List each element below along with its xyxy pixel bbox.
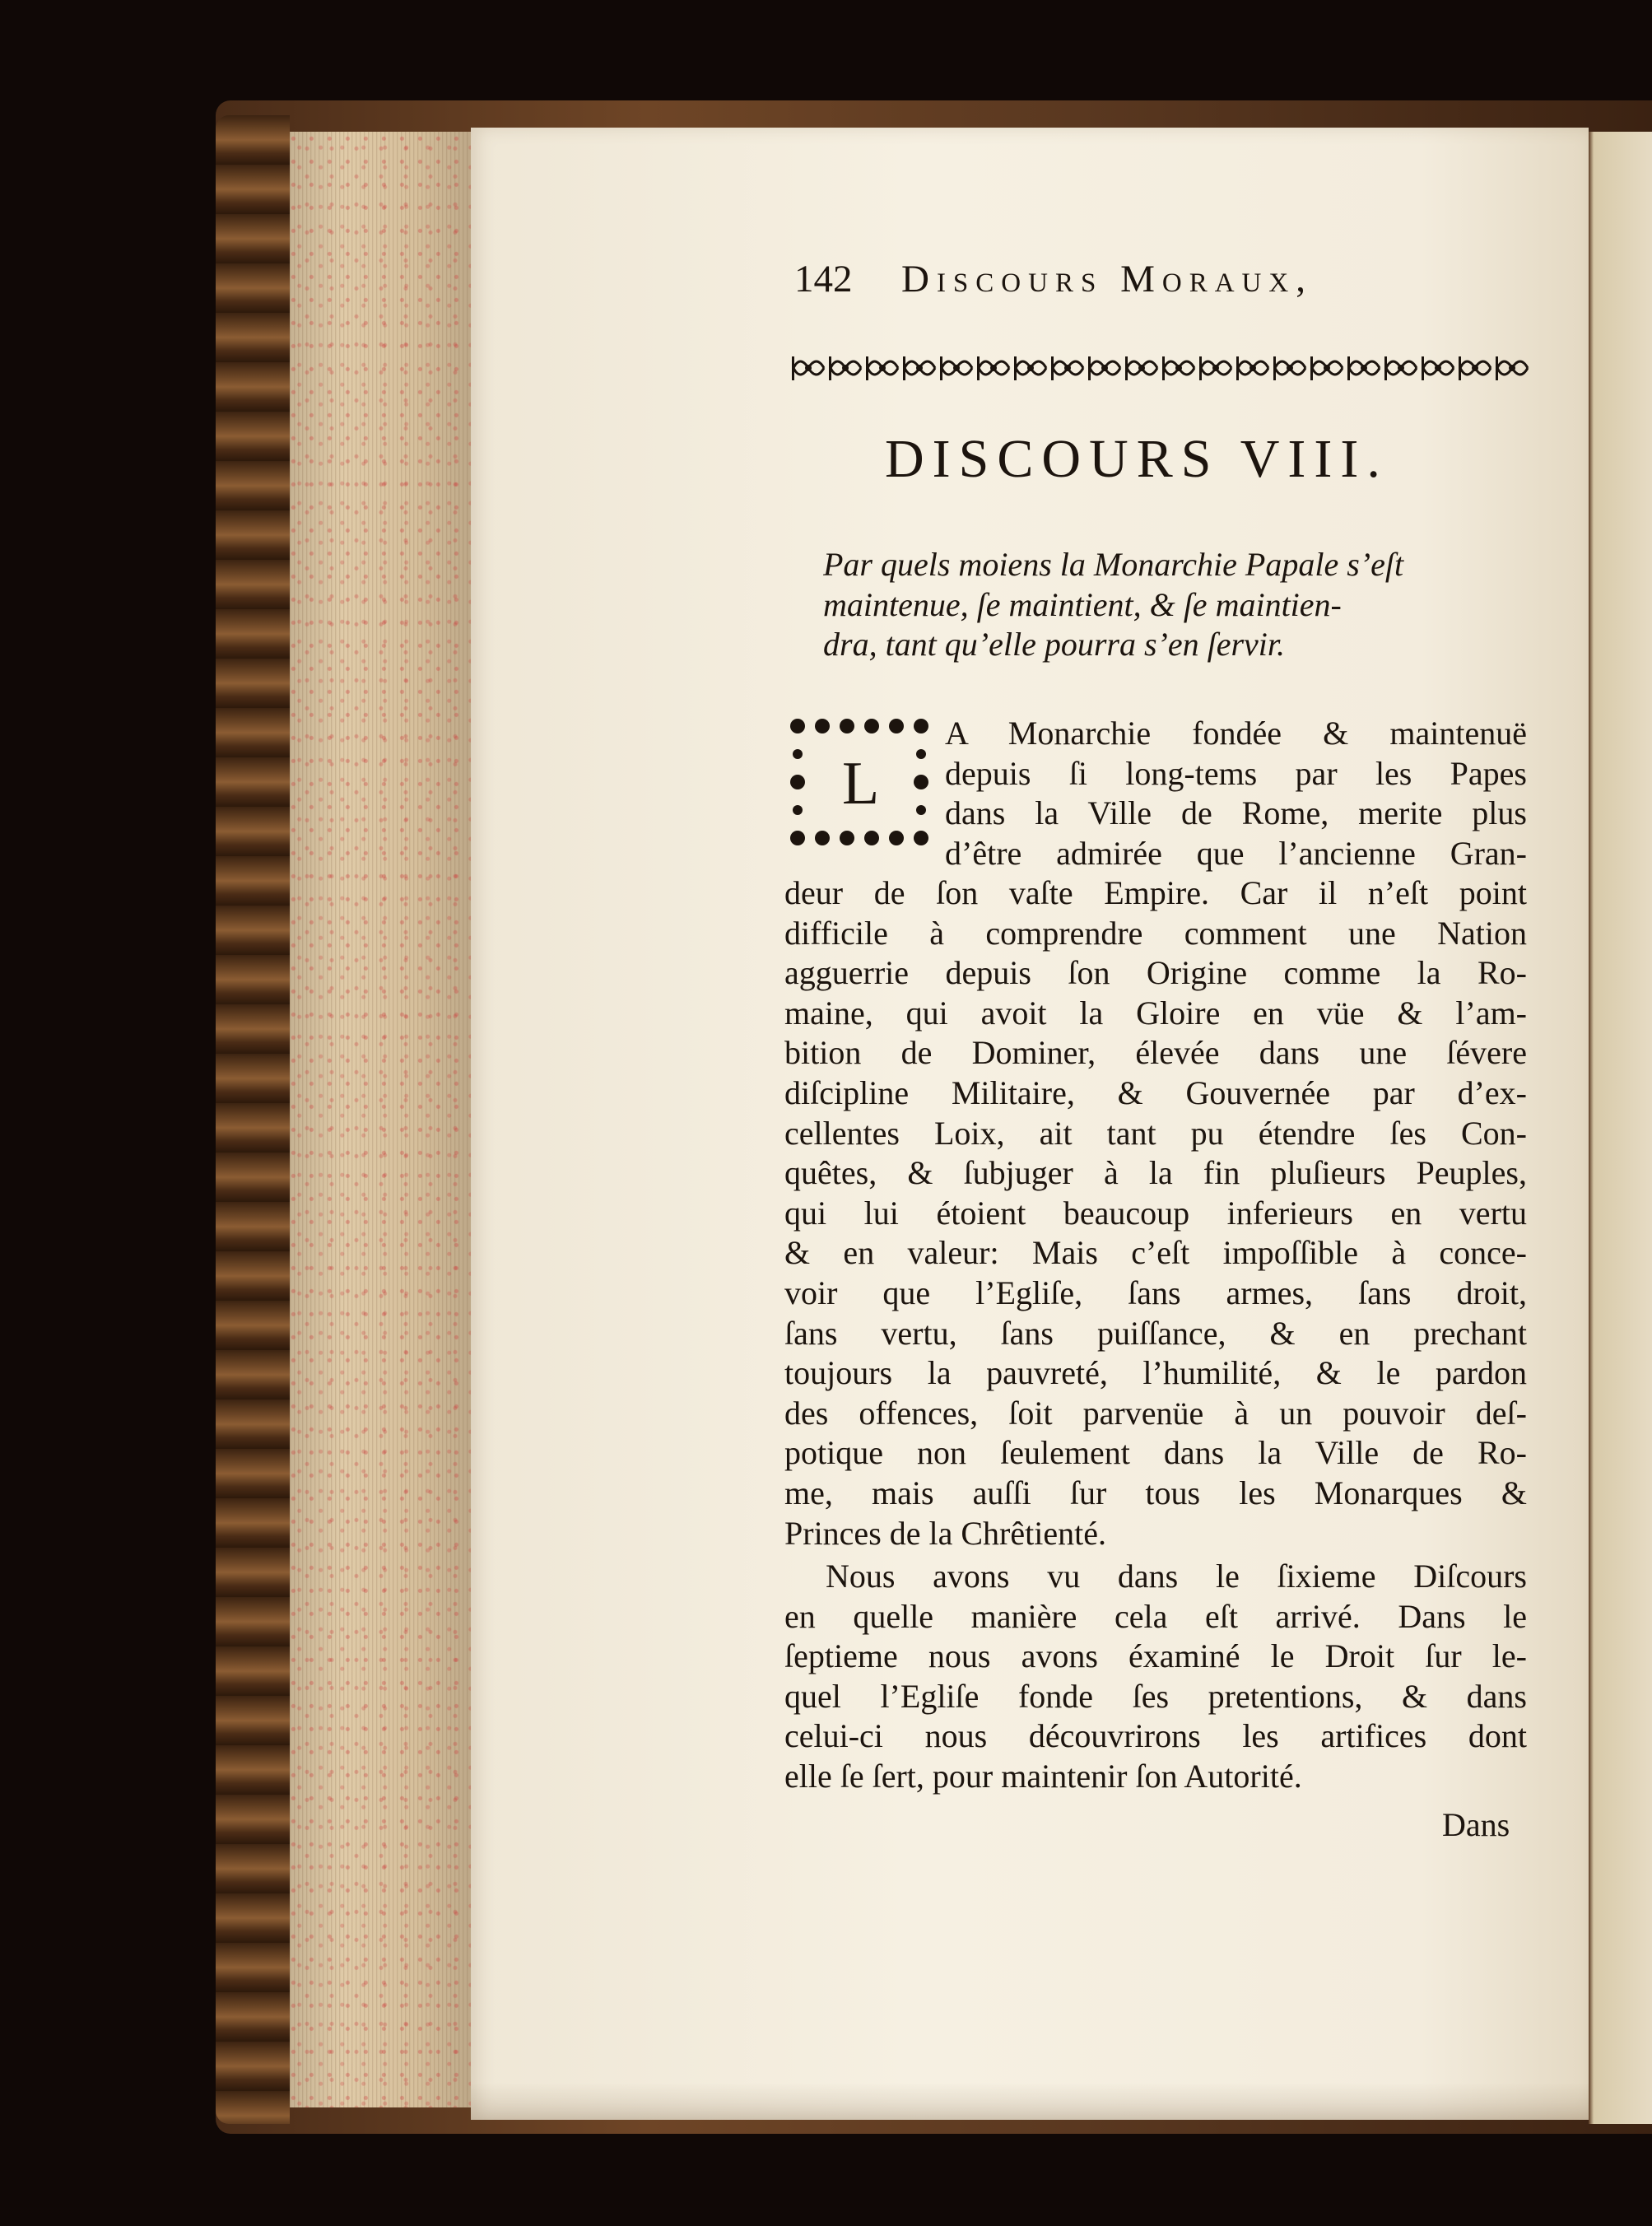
text-line: me, mais auſſi ſur tous les Monarques & [784, 1474, 1527, 1511]
catchword: Dans [1442, 1806, 1510, 1843]
paragraph-1 [784, 873, 1527, 1553]
book-spine [216, 115, 290, 2124]
text-line: des offences, ſoit parvenüe à un pouvoir deſ- [784, 1394, 1527, 1432]
paragraph-2 [784, 1557, 1527, 1797]
page-number: 142 [794, 258, 853, 300]
text-line: quel l’Egliſe fonde ſes pretentions, & dans [784, 1677, 1527, 1715]
running-head [794, 257, 1515, 306]
text-line: celui-ci nous découvrirons les artifices dont [784, 1717, 1527, 1755]
text-line: Nous avons vu dans le ſixieme Diſcours [826, 1558, 1527, 1595]
text-line: depuis ſi long-tems par les Papes [945, 754, 1527, 792]
text-line: potique non ſeulement dans la Ville de Ro- [784, 1434, 1527, 1472]
discourse-subtitle [823, 543, 1482, 664]
ornamental-rule [790, 350, 1531, 387]
subtitle-line: dra, tant qu’elle pourra s’en ſervir. [823, 626, 1286, 664]
text-line: A Monarchie fondée & maintenuë [945, 715, 1527, 752]
text-line: difficile à comprendre comment une Nation [784, 914, 1527, 952]
text-line: ſeptieme nous avons éxaminé le Droit ſur le- [784, 1637, 1527, 1675]
text-line: deur de ſon vaſte Empire. Car il n’eſt point [784, 874, 1527, 911]
drop-cap-letter: L [842, 750, 880, 817]
text-line: voir que l’Egliſe, ſans armes, ſans droit, [784, 1274, 1527, 1311]
text-line: qui lui étoient beaucoup inferieurs en vertu [784, 1194, 1527, 1232]
page-shadow [471, 2083, 1589, 2120]
text-line: dans la Ville de Rome, merite plus [945, 794, 1527, 832]
text-line: maine, qui avoit la Gloire en vüe & l’am- [784, 994, 1527, 1032]
text-line: bition de Dominer, élevée dans une ſévere [784, 1034, 1527, 1072]
opening-lines [945, 714, 1527, 873]
text-line: agguerrie depuis ſon Origine comme la Ro- [784, 954, 1527, 992]
text-line: cellentes Loix, ait tant pu étendre ſes Con- [784, 1114, 1527, 1152]
text-line: diſcipline Militaire, & Gouvernée par d’ex- [784, 1073, 1527, 1111]
text-line: ſans vertu, ſans puiſſance, & en prechant [784, 1314, 1527, 1352]
subtitle-line: maintenue, ſe maintient, & ſe maintien- [823, 585, 1342, 623]
discourse-title: DISCOURS VIII. [885, 429, 1389, 489]
text-line: quêtes, & ſubjuger à la fin pluſieurs Peuples, [784, 1154, 1527, 1192]
text-line: & en valeur: Mais c’eſt impoſſible à conce- [784, 1234, 1527, 1272]
sprinkled-edge [290, 132, 471, 2107]
subtitle-line: Par quels moiens la Monarchie Papale s’eſt [823, 546, 1404, 583]
text-line: d’être admirée que l’ancienne Gran- [945, 834, 1527, 872]
running-title: Discours Moraux, [901, 258, 1313, 300]
text-line: toujours la pauvreté, l’humilité, & le pardon [784, 1354, 1527, 1392]
text-line: elle ſe ſert, pour maintenir ſon Autorité. [784, 1757, 1302, 1795]
text-line: en quelle manière cela eſt arrivé. Dans le [784, 1597, 1527, 1635]
text-line: Princes de la Chrêtienté. [784, 1514, 1106, 1552]
facing-page-edge [1589, 132, 1652, 2124]
